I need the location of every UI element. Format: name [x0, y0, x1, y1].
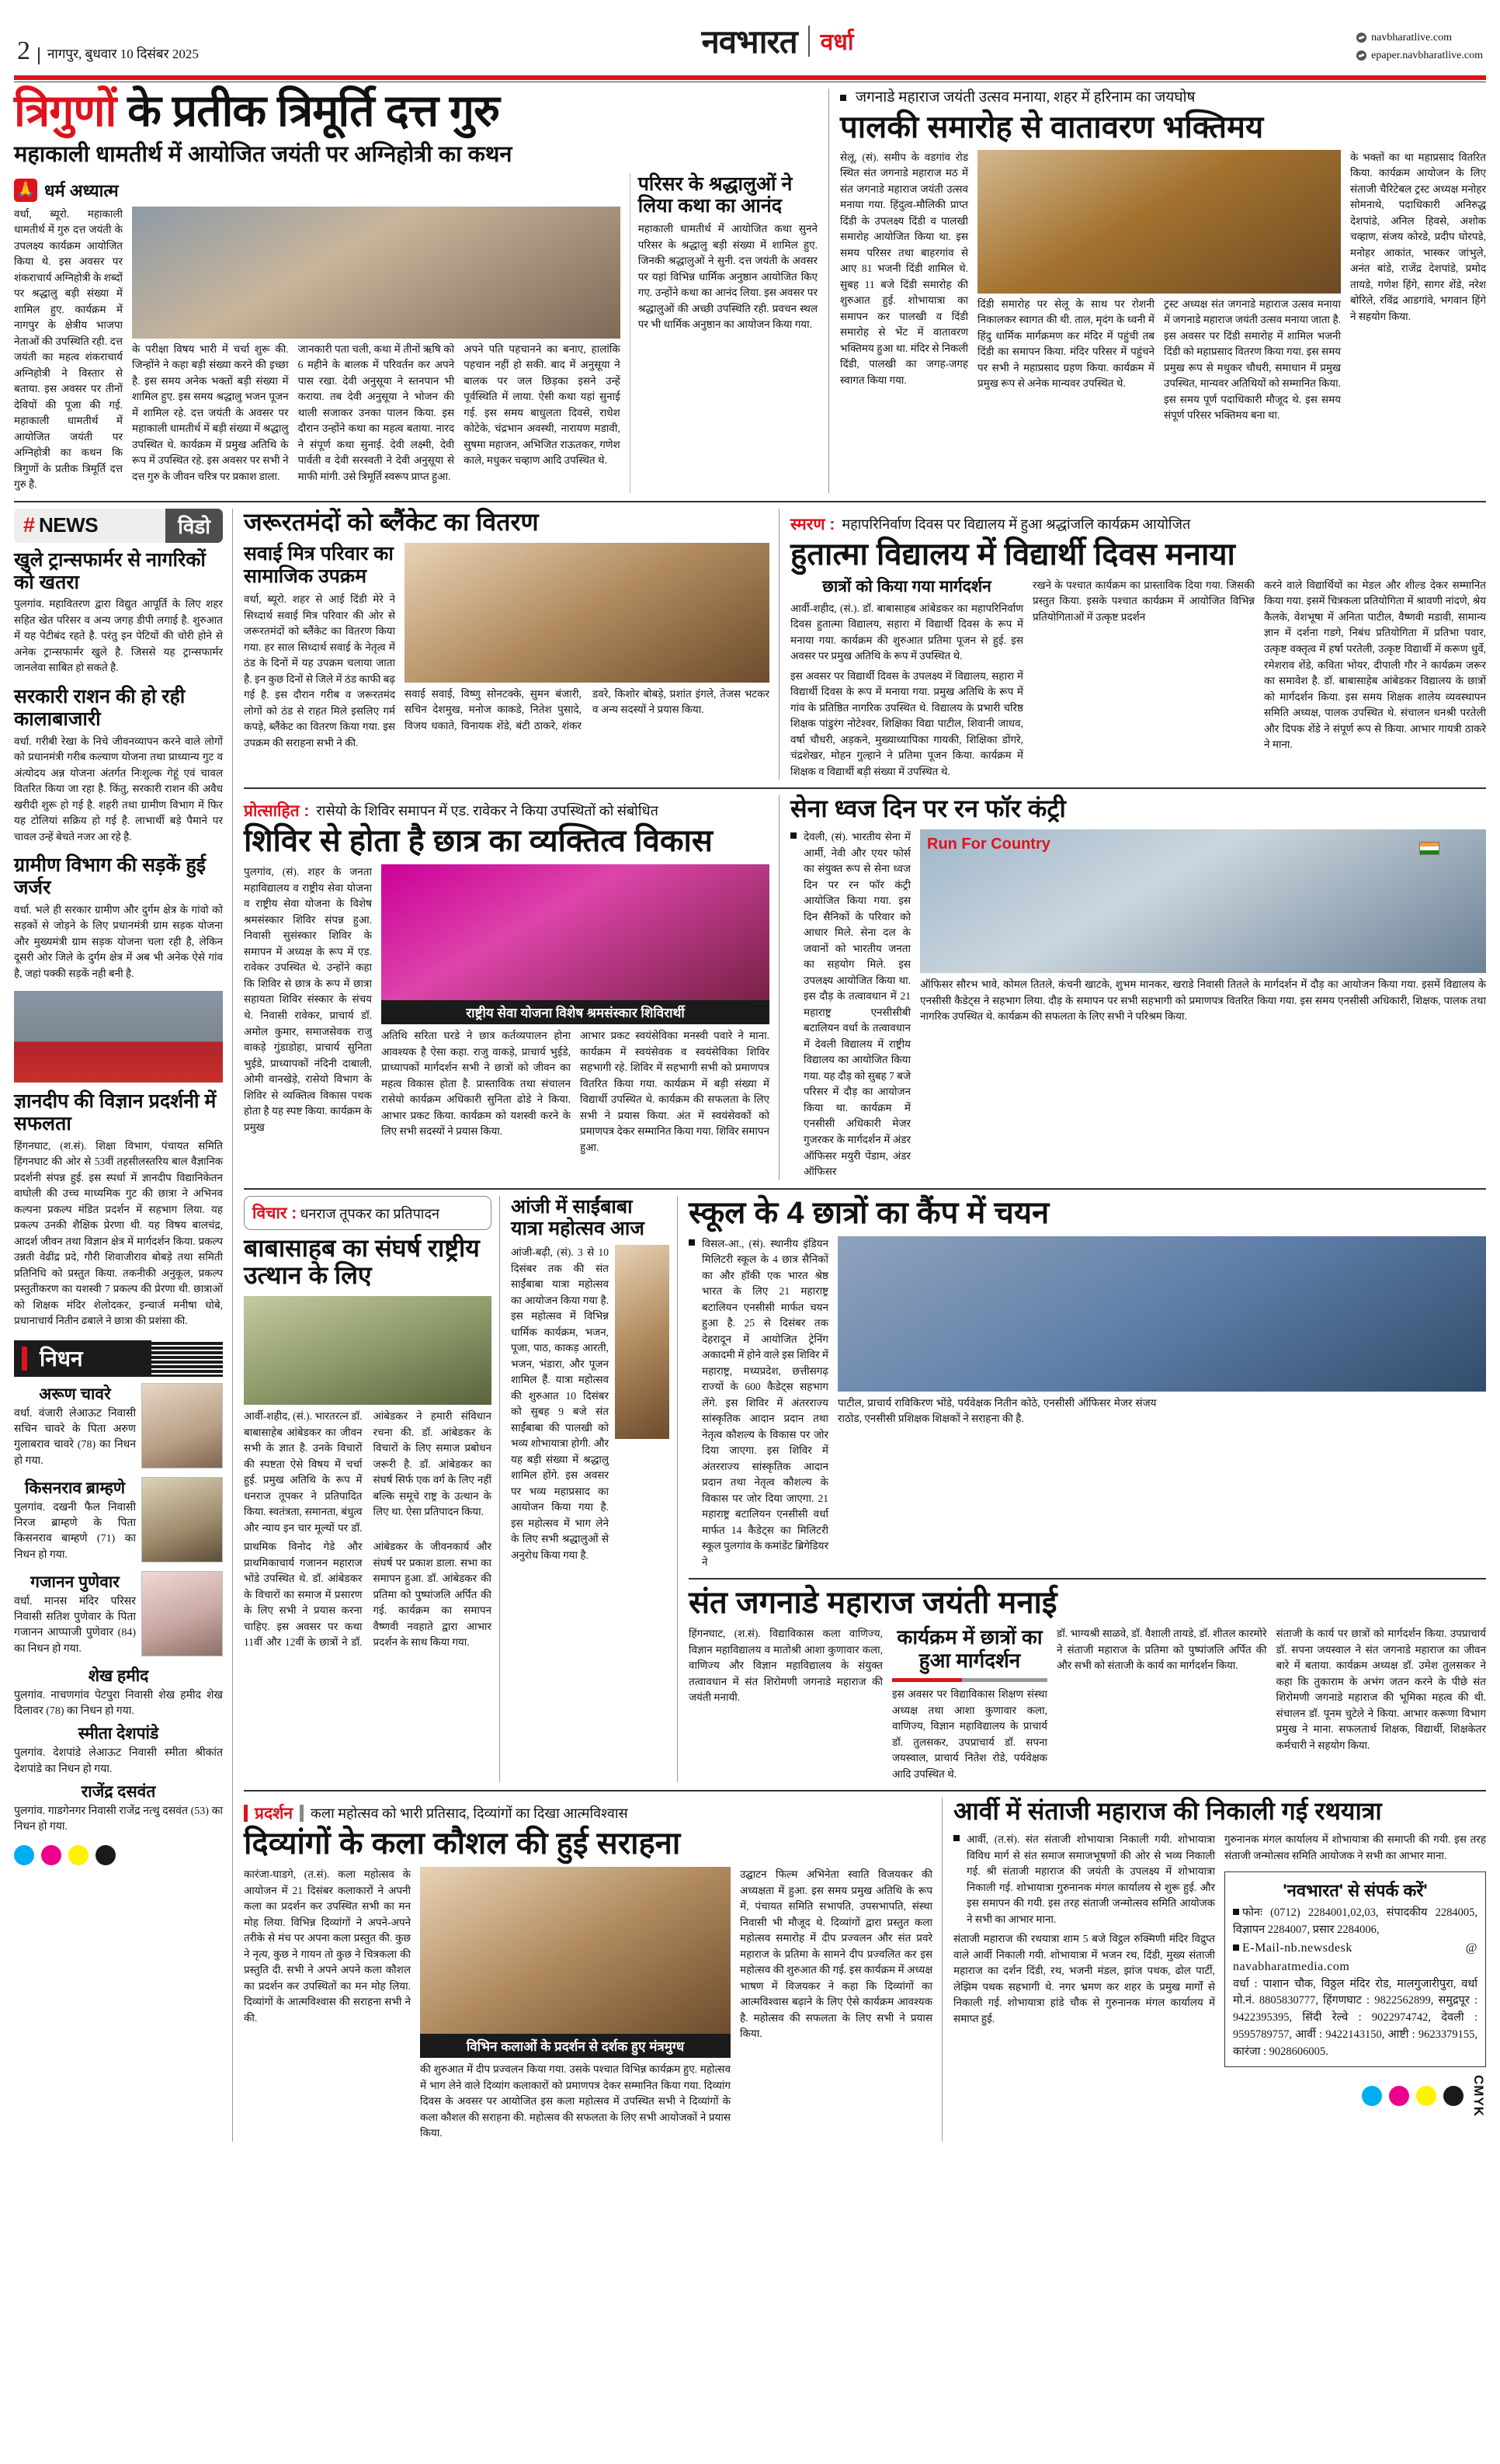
anji-headline: आंजी में साईंबाबा यात्रा महोत्सव आज [511, 1195, 644, 1240]
sena-headline: सेना ध्वज दिन पर रन फॉर कंट्री [790, 794, 1066, 823]
obituary-portrait [141, 1383, 223, 1468]
nidhan-entry [14, 1571, 223, 1657]
vichar-story [244, 1196, 500, 1783]
highlight-rule [892, 1678, 1047, 1682]
website-row[interactable] [1356, 29, 1483, 47]
nidhan-3-body: पुलगांव. नाचणगांव पेटपुरा निवासी शेख हमीद शेख दिलावर (78) का निधन हो गया. [14, 1689, 223, 1718]
shibir-photo-caption: राष्ट्रीय सेवा योजना विशेष श्रमसंस्कार शिविरार्थी [381, 1000, 769, 1024]
nidhan-4-body: पुलगांव. देशपांडे लेआऊट निवासी स्मीता श्रीकांत देशपांडे का निधन हो गया. [14, 1747, 223, 1775]
gyandeep-photo [14, 991, 223, 1083]
pradarshan-tag-row [244, 1798, 932, 1824]
pradarshan-tag: प्रदर्शन [255, 1805, 293, 1823]
palki-body-1: सेलू, (सं). समीप के वडगांव रोड स्थित संत जगनाडे महाराज मठ में संत जगनाडे महाराज जयंती उत्सव मनाया गया. हिंदुत्व-मौलिकी प्राप्त दिंडी के उपलक्ष्य दिंडी व पालखी समारोह आयोजित किया था. इस समय परिसर तथा बाहरगांव से आए 81 भजनी दिंडी शामिल थे. सुबह 11 बजे दिंडी समारोह की शुरुआत हुई. शोभायात्रा का समापन कर पालखी व दिंडी समारोह से भेंट में वातावरण भक्तिमय हुआ था. मंदिर से निकली दिंडी, पालखी का जगह-जगह स्वागत किया गया. [840, 151, 968, 386]
sena-story [790, 795, 1486, 1180]
lead-sub-body: महाकाली धामतीर्थ में आयोजित कथा सुनने परिसर के श्रद्धालु बड़ी संख्या में शामिल हुए. जिनकी श्रद्धालुओं ने सुनी. दत्त जयंती के अवसर पर यहां विभिन्न धार्मिक अनुष्ठान आयोजित किए गए. उन्होंने कथा का आनंद लिया. इस अवसर पर श्रद्धालुओं की अच्छी उपस्थिति रही. प्रवचन स्थल पर भी धार्मिक अनुष्ठान का आयोजन किया गया. [637, 223, 818, 331]
blanket-headline: जरूरतमंदों को ब्लैंकेट का वितरण [244, 507, 539, 536]
palki-body-3: ट्रस्ट अध्यक्ष संत जगनाडे महाराज उत्सव मनाया में जगनाडे महाराज जयंती उत्सव मनाया जाता है. इस अवसर पर दिंडी समारोह में शामिल भजनी दिंडी को महाप्रसाद वितरण किया गया. इस समय प्रमुख रूप से मधुकर चौधरी, समाधान में प्रमुख उपस्थित, मान्यवर अतिथियों को सम्मानित किया. इस समय पूर्ण पदाधिकारी मौजूद थे. इस समय संपूर्ण परिसर भक्तिमय बना था. [1164, 297, 1341, 422]
page-number: 2 [17, 36, 30, 65]
section-divider-4 [689, 1578, 1486, 1580]
sant-jagnade-headline: संत जगनाडे महाराज जयंती मनाई [689, 1586, 1057, 1621]
contact-addresses: वर्धा : पाशान चौक, विठ्ठल मंदिर रोड, मालगुजारीपुरा, वर्धा मो.नं. 8805830777, हिंगणघाट : 9822562899, समुद्रपूर : 9422395395, सिंदी रेल्वे : 9022974742, देवली : 9595789757, आर्वी : 9422143150, आष्टी : 9623379155, कारंजा : 9028606005. [1233, 1977, 1477, 2058]
sant-jagnade-highlight-box [892, 1626, 1047, 1782]
bullet-icon [1233, 1909, 1239, 1915]
school4-body-2: पाटील, प्राचार्य राविकिरण भोंडे, पर्यवेक्षक नितीन कोठे, एनसीसी ऑफिसर मेजर संजय राठोड, एनसीसी प्रशिक्षक शिक्षकों ने सराहना की है. [838, 1396, 1157, 1425]
sant-jagnade-body-2: इस अवसर पर विद्याविकास शिक्षण संस्था अध्यक्ष तथा आशा कुणावार कला, वाणिज्य, विज्ञान महाविद्यालय के प्राचार्य डॉ. तुलसकर, उपप्राचार्य डॉ. सपना जयस्वाल, प्राचार्य नितेश रोडे, पर्यवेक्षक आदि उपस्थित थे. [892, 1688, 1047, 1780]
yellow-dot-icon [68, 1845, 89, 1865]
masthead-red-rule [14, 75, 1486, 80]
rathyatra-headline: आर्वी में संताजी महाराज की निकाली गई रथयात्रा [953, 1797, 1382, 1826]
blanket-body-1: वर्धा, ब्यूरो. शहर से आई दिंडी मेरे ने सिध्दार्थ सवाई मित्र परिवार की ओर से जरूरतमंदों को ब्लैंकेट का वितरण किया गया. हर साल सिध्दार्थ सवाई के नेतृत्व में ठंड के दिनों में यह उपक्रम चलाया जाता है. इन कुछ दिनों से जिले में ठंड काफी बढ़ गई है. इस दौरान गरीब व जरूरतमंद लोगों को ठंड से राहत मिले इसलिए गर्म कपड़े, ब्लैंकेट का वितरण किया गया. इस उपक्रम की सराहना सभी ने की. [244, 593, 395, 749]
lead-photo [132, 207, 620, 339]
smaran-tag: स्मरण : [790, 515, 835, 533]
smaran-kicker: महापरिनिर्वाण दिवस पर विद्यालय में हुआ श्रद्धांजलि कार्यक्रम आयोजित [842, 516, 1191, 532]
sant-jagnade-body-4: संताजी के कार्य पर छात्रों को मार्गदर्शन किया. उपप्राचार्य डॉ. सपना जयस्वाल ने संत जगनाडे महाराज का जीवन बारे में बताया. कार्यक्रम अध्यक्ष डॉ. उमेश तुलसकर ने कहा कि तुकाराम के अभंग जतन करने के पीछे संत शिरोमणी जगनाडे महाराज की भूमिका महत्व की थी. संचालन डॉ. पूनम चुटेले ने किया. आभार करूणा विभाग प्रमुख ने माना. सफलतार्थ शिक्षक, विद्यार्थी, शिक्षकेतर कर्मचारी ने सहयोग किया. [1276, 1628, 1486, 1751]
shibir-body-1: पुलगांव, (सं). शहर के जनता महाविद्यालय व राष्ट्रीय सेवा योजना व राष्ट्रीय सेवा योजना के विशेष श्रमसंस्कार शिविर संपन्न हुआ. निवासी सुसंस्कार शिविर के समापन में अध्यक्ष के रूप में एड. रावेकर उपस्थित थे. उन्होंने कहा कि शिविर से छात्र के रूप में छात्रा सहायता शिविर संस्कार के संचय थे. निवासी रावेकर, प्राचार्य डॉ. अमोल कुमार, समाजसेवक राजु वाकड़े गुंडाडोहा, प्राचार्य सुनिता भुईडे, प्राध्यापकों नंदिनी दाबाली, ओमी वानखेड़े, रासेयो विभाग के शिविर से व्यक्तित्व विकास पथक होता है यह स्पष्ट किया. कार्यक्रम के प्रमुख [244, 866, 372, 1133]
bullet-icon [840, 95, 846, 101]
nidhan-2-body: वर्धा. मानस मंदिर परिसर निवासी सतिश पुणेवार के पिता गजानन आप्पाजी पुणेवार (84) का निधन हो गया. [14, 1595, 136, 1655]
news-label: NEWS [39, 513, 99, 537]
blanket-story [244, 509, 780, 780]
section-divider-3 [244, 1188, 1486, 1190]
dateline: नागपुर, बुधवार 10 दिसंबर 2025 [38, 47, 199, 64]
side-story-1-title: सरकारी राशन की हो रही कालाबाजारी [14, 686, 186, 730]
logo-divider [808, 26, 810, 57]
section-divider-2 [244, 787, 1486, 789]
nidhan-4-name: स्मीता देशपांडे [78, 1725, 159, 1743]
shibir-body-2: अतिथि सरिता घरडे ने छात्र कर्तव्यपालन होना आवश्यक है ऐसा कहा. राजु वाकड़े, प्राचार्य भुईडे, प्राध्यापकों मार्गदर्शन सभी ने छात्रों को जीवन का महत्व विकास होता है. प्रास्ताविक तथा संचालन रासेयो कार्यक्रम अधिकारी सुनिता ढोडे ने किया. आभार प्रकट किया. कार्यक्रम को यशस्वी करने के लिए सभी सदस्यों ने प्रयास किया. [381, 1030, 571, 1138]
sidebar [14, 509, 233, 2142]
nidhan-badge [14, 1340, 223, 1377]
shibir-story [244, 795, 780, 1180]
school4-story [689, 1196, 1486, 1783]
row-pradarshan-rathyatra [244, 1798, 1486, 2142]
lead-headline-highlight: त्रिगुणों [14, 86, 116, 136]
section-divider-5 [244, 1790, 1486, 1792]
masthead-left [17, 38, 199, 64]
bullet-icon [689, 1239, 695, 1246]
nidhan-5-body: पुलगांव. गाडगेनगर निवासी राजेंद्र नत्थु दसवंत (53) का निधन हो गया. [14, 1805, 223, 1833]
obituary-portrait [141, 1571, 223, 1656]
obituary-portrait [141, 1477, 223, 1562]
black-dot-icon [95, 1845, 116, 1865]
row-blanket-smaran [244, 509, 1486, 780]
edition-name: वर्धा [820, 30, 854, 55]
vichar-body-1: आर्वी-शहीद, (सं.). भारतरत्न डॉ. बाबासाहेब आंबेडकर का जीवन सभी के ज्ञात है. उनके विचारों की स्पष्टता ऐसे विषय में चर्चा हुई. प्रमुख अतिथि के रूप में धनराज तूपकर ने प्रतिपादित किया. स्वतंत्रता, समानता, बंधुत्व और न्याय इन चार मूल्यों पर डॉ. आंबेडकर ने हमारी संविधान रचना की. डॉ. आंबेडकर के विचारों के लिए समाज प्रबोधन जरूरी है. डॉ. आंबेडकर का संघर्ष सिर्फ एक वर्ग के लिए नहीं बल्कि समूचे राष्ट्र के उत्थान के लिए था. ऐसा प्रतिपादन किया. [244, 1410, 491, 1534]
cmyk-label: CMYK [1471, 2075, 1486, 2118]
contact-email-domain: navabharatmedia.com [1233, 1959, 1350, 1973]
lead-story [14, 86, 829, 493]
cmyk-bar-right [1224, 2075, 1486, 2117]
main-grid [11, 509, 1489, 2142]
contact-email-label: E-Mail-nb.newsdesk @ [1242, 1941, 1477, 1955]
anji-photo [615, 1245, 669, 1439]
black-dot-icon [1443, 2086, 1464, 2106]
nidhan-entry [14, 1781, 223, 1836]
nidhan-1-name: किसनराव ब्राम्हणे [24, 1479, 126, 1497]
nidhan-2-name: गजानन पुणेवार [30, 1573, 120, 1591]
news-video-badge[interactable] [14, 509, 223, 543]
magenta-dot-icon [41, 1845, 61, 1865]
magenta-dot-icon [1389, 2086, 1409, 2106]
pradarshan-kicker: कला महोत्सव को भारी प्रतिसाद, दिव्यांगों का दिखा आत्मविश्वास [311, 1805, 628, 1822]
pradarshan-headline: दिव्यांगों के कला कौशल की हुई सराहना [244, 1826, 681, 1861]
row-vichar-anji-school [244, 1196, 1486, 1783]
side-story-0-title: खुले ट्रान्सफार्मर से नागरिकों को खतरा [14, 548, 206, 593]
lead-body-4: अपने पति पहचानने का बनाए, हालांकि पहचान नहीं हो सकी. बाद में अनुसूया ने बालक पर जल छिड़का इसने उन्हें पूर्वस्थिति में लाया. ऐसी कथा यहां सुनाई गई. इस समय बाधुलता दिवसे, राधेश कोटेके, चंद्रभान अवस्थी, नारायण मडावी, सुषमा महाजन, अभिजित राऊतकर, गणेश काले, मधुकर चव्हाण आदि उपस्थित थे. [464, 342, 620, 467]
epaper-row[interactable] [1356, 47, 1483, 64]
vichar-tag: विचार : [252, 1204, 297, 1222]
palki-story [829, 89, 1486, 493]
dharma-badge [14, 179, 620, 202]
news-badge-left [14, 509, 165, 543]
nidhan-entry [14, 1665, 223, 1720]
lead-headline-rest: के प्रतीक त्रिमूर्ति दत्त गुरु [116, 86, 500, 136]
anji-story [511, 1196, 678, 1783]
palki-kicker: जगनाडे महाराज जयंती उत्सव मनाया, शहर में हरिनाम का जयघोष [856, 89, 1196, 106]
blanket-subhead: सवाई मित्र परिवार का सामाजिक उपक्रम [244, 542, 394, 587]
side-story-1-body: वर्धा. गरीबी रेखा के निचे जीवनव्यापन करने वाले लोगों को प्रधानमंत्री गरीब कल्याण योजना तथा प्राध्यान्य गुट व अंत्योदय अन्न योजना अंतर्गत निःशुल्क गेहूं एवं चावल वितरित किया जा रहा है. किंतु, सरकारी राशन की अवैध खरीदी शुरू हो गई है. शहरी तथा ग्रामीण विभाग में फिर यह टोलियां सक्रिय हो गई है. लाभार्थी बड़े पैमाने पर चावल उन्हें बेचते नजर आ रहे है. [14, 735, 223, 843]
cmyk-dots-left [14, 1845, 223, 1865]
side-story-2-body: वर्धा. भले ही सरकार ग्रामीण और दुर्गम क्षेत्र के गांवो को सड़कों से जोड़ने के लिए प्रधानमंत्री ग्राम सड़क योजना और मुख्यमंत्री ग्राम सड़क योजना चला रही है, लेकिन दूसरी ओर जिले के दुर्गम क्षेत्र में अब भी अनेक ऐसे गांव है, जहां पक्की सड़कें नही बनी है. [14, 903, 223, 979]
smaran-body-2: इस अवसर पर विद्यार्थी दिवस के उपलक्ष्य में विद्यालय, सहारा में विद्यार्थी दिवस के रूप में मनाया गया. प्रमुख अतिथि के रूप में गांव के प्रतिष्ठित नागरिक उपस्थित थे. विद्यालय के प्रभारी चरिष्ठ शिक्षक पांडुरंग नोटेश्वर, शिक्षिका विद्या पाटील, शिवानी जाधव, वर्षा चौधरी, अड़कने, मुख्याध्यापिका गायकी, शिक्षिका डोंगरे, चंद्रशेखर, मोहन गुल्हाने ने प्रतिमा पूजन किया. कार्यक्रम में शिक्षक व विद्यार्थी बड़ी संख्या में उपस्थित थे. [790, 669, 1023, 777]
section-divider-1 [14, 501, 1486, 502]
lead-body-1: वर्धा, ब्यूरो. महाकाली धामतीर्थ में गुरु दत्त जयंती के उपलक्ष्य कार्यक्रम आयोजित किया थे. इस अवसर पर शंकराचार्य अग्निहोत्री के शब्दों पर श्रद्धालु बड़ी संख्या में शामिल हुए. कार्यक्रम में नागपुर के क्षेत्रीय भाजपा नेताओं की उपस्थिति रही. दत्त जयंती का महत्व शंकराचार्य अग्निहोत्री ने विस्तार से बताया. इस अवसर पर तीनों देवियों की पूजा की गई. महाकाली धामतीर्थ में आयोजित जयंती पर अग्निहोत्री का कथन कि त्रिगुणों के प्रतीक त्रिमूर्ति दत्त गुरु है. [14, 207, 123, 491]
row-shibir-sena [244, 795, 1486, 1180]
contact-title: 'नवभारत' से संपर्क करें' [1283, 1881, 1428, 1901]
sena-body-1: देवली, (सं). भारतीय सेना में आर्मी, नेवी और एयर फोर्स का संयुक्त रूप से सेना ध्वज दिन पर रन फॉर कंट्री आयोजित किया गया. इस दिन सैनिकों के परिवार को आधार मिले. सेना दल के जवानों को भारतीय जनता का सहयोग मिले. इस उपलक्ष्य आयोजित किया था. इस दौड़ के तत्वावधान में 21 महाराष्ट्र एनसीसीबी बटालियन वर्धा के तत्वावधान में देवली विद्यालय में राष्ट्रीय विद्यालय का आयोजित किया गया. यह दौड़ को सुबह 7 बजे परिसर में दौड़ का आयोजन किया था. कार्यक्रम में एनसीसी अधिकारी मेजर गुजरकर के मार्गदर्शन में अंडर ऑफिसर मयुरी पेंडाम, अंडर ऑफिसर [804, 831, 911, 1178]
smaran-tag-row [790, 509, 1486, 535]
nidhan-entry [14, 1722, 223, 1778]
lead-sub-headline: परिसर के श्रद्धालुओं ने लिया कथा का आनंद [637, 172, 793, 217]
cyan-dot-icon [1362, 2086, 1382, 2106]
pradarshan-body-1: कारंजा-घाडगे, (त.सं). कला महोत्सव के आयोजन में 21 दिसंबर कलाकारों ने अपनी कला का प्रदर्शन कर उपस्थित सभी का मन मोह लिया. विभिन्न दिव्यांगों ने अपने-अपने तरीके से मंच पर अपना कला प्रस्तुत की. कुछ ने नृत्य, कुछ ने गायन तो कुछ ने चित्रकला की प्रस्तुति दी. सभी ने अपने अपने कला कौशल का प्रदर्शन कर उपस्थितों का मन मोह लिया. दिव्यांगों के आत्मविश्वास की सराहना सभी ने की. [244, 1868, 411, 2024]
smaran-body-1: आर्वी-शहीद, (सं.). डॉ. बाबासाहब आंबेडकर का महापरिनिर्वाण दिवस हुतात्मा विद्यालय, सहारा में विद्यार्थी दिवस के रूप में मनाया गया. कार्यक्रम की शुरुआत प्रतिमा पूजन से हुई. इस अवसर पर प्रमुख अतिथि के रूप में उपस्थित थे. [790, 602, 1023, 662]
masthead [11, 0, 1489, 69]
palki-body-2: दिंडी समारोह पर सेलू के साथ पर रोशनी निकालकर स्वागत की थी. ताल, मृदंग के ध्वनी में हिंदु धार्मिक मार्गक्रमण कर मंदिर में पहुंची तब दिंडी का समापन किया. मंदिर परिसर में पहुंचने पर सभी ने महाप्रसाद ग्रहण किया. कार्यक्रम में प्रमुख रूप से अनेक मान्यवर उपस्थित थे. [977, 297, 1155, 390]
vichar-body-2: प्राथमिक विनोद गेडे और प्राथमिकाचार्य गजानन महाराज भोंडे उपस्थित थे. डॉ. आंबेडकर के विचारों का समाज में प्रसारण के लिए सभी ने प्रयास करना चाहिए. इस अवसर पर कथा 11वीं और 12वीं के छात्रों ने डॉ. आंबेडकर के जीवनकार्य और संघर्ष पर प्रकाश डाला. सभा का समापन हुआ. डॉ. आंबेडकर की प्रतिमा को पुष्पांजलि अर्पित की गई. कार्यक्रम का समापन वैष्णवी नवहाते द्वारा आभार प्रदर्शन के साथ किया गया. [244, 1541, 491, 1649]
lead-body-3: जानकारी पता चली, कथा में तीनों ऋषि को 6 महीने के बालक में परिवर्तन कर अपने पास रखा. देवी अनुसूया ने स्तनपान भी कराया. तब देवी अनुसूया ने भोजन की थाली सजाकर उनका पालन किया. इस दौरान उन्होंने कथा का महत्व बताया. नारद ने संपूर्ण कथा सुनाई. देवी लक्ष्मी, देवी पार्वती व देवी सरस्वती ने देवी अनुसूया से माफी मांगी. उसे त्रिमूर्ति स्वरूप प्राप्त हुआ. [297, 342, 455, 482]
pradarshan-photo [420, 1867, 731, 2034]
nidhan-label: निधन [40, 1347, 83, 1371]
rathyatra-story [953, 1798, 1486, 2142]
shibir-tag-row [244, 795, 769, 822]
pradarshan-body-2: की शुरुआत में दीप प्रज्वलन किया गया. उसके पश्चात विभिन्न कार्यक्रम हुए. महोत्सव में भाग लेने वाले दिव्यांग कलाकारों को प्रमाणपत्र देकर सम्मानित किया गया. दिव्यांग दिवस के अवसर पर आयोजित इस कला महोत्सव में उपस्थित सभी ने दिव्यांगों के कला कौशल की सराहना की. महोत्सव की सफलता के लिए सभी आयोजकों ने प्रयास किया. [420, 2063, 731, 2139]
hash-icon: # [23, 513, 36, 537]
vichar-photo [244, 1296, 491, 1405]
shibir-headline: शिविर से होता है छात्र का व्यक्तित्व विकास [244, 824, 713, 859]
smaran-body-4: करने वाले विद्यार्थियों का मेडल और शील्ड देकर सम्मानित किया गया. इसमें चित्रकला प्रतियोगिता में श्रावणी नांदणे, श्रेय कैलके, वेशभूषा में अनिता पाटील, वैष्णवी मडावी, सामान्य ज्ञान में दर्शना गडगे, निबंध प्रतियोगिता में प्रतिभा पवार, उत्कृष्ट वक्तृत्व में हर्षा परतेली, उत्कृष्ट विद्यार्थी में करूण धुर्वे, रमेशराव शेंडे, कविता भोयर, दीपाली गौर ने कार्यक्रम जरूर का समावेश है. डॉ. बाबासाहेब आंबेडकर विद्यालय के छात्रों को मार्गदर्शन किया. इस समय शिक्षक शालेय व्यवस्थापन समिति अध्यक्ष, पालक उपस्थित थे. संचालन धनश्री परतेली और दिपक शेंडे ने संपूर्ण रूप से किया. आभार गायत्री ठाकरे ने माना. [1264, 579, 1486, 751]
rathyatra-body-2: संताजी महाराज की रथयात्रा शाम 5 बजे विट्ठल रुक्मिणी मंदिर विद्रुप्त वाले आर्वी निकाली गयी. शोभायात्रा में भजन रथ, दिंडी, मुख्य संताजी महाराज का दर्शन दिंडी, रथ, भजनी मंडल, झांज पथक, ढोल पार्टी, लेझिम पथक सहभागी थे. नगर भ्रमण कर शहर के प्रमुख मार्गों से निकाली गई. शोभायात्रा हांडे चौक से गुरुनानक मंगल कार्यालय में समाप्त हुई. [953, 1933, 1215, 2024]
contact-phone: फोनः (0712) 2284001,02,03, संपादकीय 2284005, विज्ञापन 2284007, प्रसार 2284006, [1233, 1906, 1477, 1936]
lead-sub-story [630, 173, 818, 493]
side-story-0-body: पुलगांव. महावितरण द्वारा विद्युत आपूर्ति के लिए शहर सहित खेत परिसर व अन्य जगह डीपी लगाई है. शुरुआत में यह पेटीबंद रहते है. परंतु इन पेटियों की चोरी होने से अनेक ट्रान्सफार्मर खुले है. जिससे यह ट्रान्सफार्मर जानलेवा साबित हो सकते है. [14, 598, 223, 674]
globe-icon [1356, 50, 1366, 61]
pradarshan-story [244, 1798, 943, 2142]
nidhan-entry [14, 1383, 223, 1469]
lead-headline [14, 86, 818, 136]
palki-headline: पालकी समारोह से वातावरण भक्तिमय [840, 109, 1264, 144]
anji-body: आंजी-बढ़ी, (सं). 3 से 10 दिसंबर तक की संत साईंबाबा यात्रा महोत्सव का आयोजन किया गया है. इस महोत्सव में विभिन्न धार्मिक कार्यक्रम, भजन, पूजा, पाठ, काकड़ आरती, भजन, भंडारा, और पूजन शामिल हैं. यात्रा महोत्सव की शुरुआत 10 दिसंबर को सुबह 9 बजे संत साईंबाबा की पालखी को भव्य शोभायात्रा होगी. और यह बड़ी संख्या में श्रद्धालु शामिल होंगे. इस अवसर पर भव्य महाप्रसाद का आयोजन किया गया है. इस महोत्सव में भाग लेने के लिए सभी श्रद्धालुओं से अनुरोध किया गया है. [511, 1246, 609, 1561]
sena-body-2: ऑफिसर सौरभ भावे, कोमल तितले, कंचनी खाटके, शुभम मानकर, खराडे निवासी तितले के मार्गदर्शन में दौड़ का आयोजन किया गया. इसमें विद्यालय के एनसीसी कैडेट्स ने सहभाग लिया. दौड़ के समापन पर सभी सहभागी को प्रमाणपत्र वितरित किया गया. इस समय एनसीसी अधिकारी, शिक्षक, पालक तथा नागरिक उपस्थित थे. कार्यक्रम की सफलता के लिए सभी ने परिश्रम किया. [920, 978, 1486, 1023]
school4-headline: स्कूल के 4 छात्रों का कैंप में चयन [689, 1195, 1050, 1230]
video-label[interactable]: विडो [165, 509, 223, 543]
shibir-tag: प्रोत्साहित : [244, 802, 310, 821]
nidhan-1-body: पुलगांव. दखनी फैल निवासी निरज ब्राम्हणे के पिता किसनराव बाम्हणे (71) का निधन हो गया. [14, 1501, 136, 1561]
vichar-kicker: धनराज तूपकर का प्रतिपादन [300, 1205, 440, 1222]
side-story-2-title: ग्रामीण विभाग की सड़कें हुई जर्जर [14, 854, 207, 898]
contact-phone-row [1233, 1905, 1477, 1939]
sant-jagnade-body-1: हिंगनघाट, (श.सं). विद्याविकास कला वाणिज्य, विज्ञान महाविद्यालय व मातोश्री आशा कुणावार कला, वाणिज्य और विज्ञान महाविद्यालय के संयुक्त तत्वावधान में संत शिरोमणी जगनाडे महाराज की जयंती मनायी. [689, 1628, 883, 1704]
sant-jagnade-highlight: कार्यक्रम में छात्रों का हुआ मार्गदर्शन [897, 1625, 1043, 1673]
rathyatra-body-1: आर्वी, (त.सं). संत संताजी शोभायात्रा निकाली गयी. शोभायात्रा विविध मार्ग से संत समाज समाजभूषणों की ओर से भव्य निकाली गई. श्री संताजी महाराज की जयंती के उपलक्ष्य में शोभायात्रा निकाली गई. शोभायात्रा गुरुनानक मंगल कार्यालय से शुरू हुई. और इस समापन की गयी. इस तरह संताजी जन्मोत्सव समिति आयोजक ने सभी का आभार माना. [967, 1833, 1215, 1925]
contact-email-row[interactable] [1233, 1939, 1477, 1976]
nidhan-0-body: वर्धा. वंजारी लेआऊट निवासी सचिन चावरे के पिता अरुण गुलाबराव चावरे (78) का निधन हो गया. [14, 1407, 136, 1467]
rathyatra-body-3: गुरुनानक मंगल कार्यालय में शोभायात्रा की समाप्ती की गयी. इस तरह संताजी जन्मोत्सव समिति आयोजक ने सभी का आभार माना. [1224, 1833, 1486, 1861]
bullet-icon [953, 1835, 960, 1841]
masthead-links [1356, 29, 1483, 64]
nidhan-stripes [151, 1340, 223, 1377]
sant-jagnade-body-3: डॉ. भाग्यश्री साळवे, डॉ. वैशाली तायडे, डॉ. शीतल कारमोरे ने संताजी महाराज के प्रतिमा को पुष्पांजलि अर्पित की और सभी को संताजी के कार्य का मार्गदर्शन किया. [1057, 1628, 1267, 1672]
red-bar-icon [244, 1805, 248, 1822]
pradarshan-body-3: उद्घाटन फिल्म अभिनेता स्वाति विजयकर की अध्यक्षता में हुआ. इस समय प्रमुख अतिथि के रूप में, पंचायत समिति सभापति, उपसभापति, संस्था निवासी भी मौजूद थे. दिव्यांगों द्वारा प्रस्तुत कला महोत्सव समारोह में दीप प्रज्वलन और संत प्रवरे महाराज के प्रतिमा के सामने दीप प्रज्वलित कर इस महोत्सव की शुरुआत की गई. इस कार्यक्रम में अध्यक्ष भाषण में विजयकर ने कहा कि दिव्यांगों का आत्मविश्वास बढ़ाने के लिए ऐसे कार्यक्रम आवश्यक है. महोत्सव की सफलता के लिए सभी ने प्रयास किया. [740, 1868, 932, 2040]
bullet-icon [1233, 1944, 1239, 1951]
blanket-body-2: सवाई सवाई, विष्णु सोनटक्के, सुमन बंजारी, सचिन देशमुख, मनोज काकडे, नितेश पुसादे, विजय धकाते, विनायक शेंडे, बंटी ठाकरे, शंकर डवरे, किशोर बोबड़े, प्रशांत इंगले, तेजस भटकर व अन्य सदस्यों ने प्रयास किया. [405, 687, 769, 732]
smaran-subheadline: छात्रों को किया गया मार्गदर्शन [822, 577, 991, 596]
vichar-headline: बाबासाहब का संघर्ष राष्ट्रीय उत्थान के लिए [244, 1233, 480, 1290]
shibir-kicker: रासेयो के शिविर समापन में एड. रावेकर ने किया उपस्थितों को संबोधित [316, 803, 658, 819]
grey-bar-icon [300, 1805, 304, 1822]
nidhan-3-name: शेख हमीद [88, 1666, 149, 1685]
gyandeep-body: हिंगनघाट, (श.सं). शिक्षा विभाग, पंचायत समिति हिंगनघाट की ओर से 53वीं तहसीलस्तरिय बाल वैज्ञानिक प्रदर्शनी संपन्न हुई. इस स्पर्धा में ज्ञानदीप विद्यानिकेतन वाघोली की उच्च माध्यमिक गुट की छात्रा ने अभिनव कल्पना प्रकल्प मंडित प्रदर्शन में सहभाग लिया. यह प्रकल्प उनकी शैक्षिक प्रेरणा थी. यह विषय बालचंद्र, आदर्श जीवन तथा विज्ञान क्षेत्र में मार्गदर्शन किया. प्रकल्प उन्नती वेढींद्र प्रदे, गौरी शिवाजीराव बोबड़े तथा समिती प्रतिनिधि को प्रस्तुत किया. तकनीकी अनुकूल, प्रकल्प प्रस्तुतीकरण का यशस्वी 7 प्रकल्प की प्रेरणा थी. छात्राओं को शिक्षक मंदिर शेलोदकर, इन्चार्ज मनीषा धोबे, प्रधानाचार्य नितीन ढबाले ने छात्रा की प्रशंसा की. [14, 1139, 223, 1327]
contact-box [1224, 1871, 1486, 2067]
shibir-photo [381, 864, 769, 1000]
masthead-logo-group [701, 19, 853, 63]
nidhan-red-bar [22, 1347, 27, 1371]
palki-photo [977, 150, 1341, 294]
globe-icon [1356, 33, 1366, 43]
school4-photo [838, 1236, 1486, 1392]
gyandeep-title: ज्ञानदीप की विज्ञान प्रदर्शनी में सफलता [14, 1090, 217, 1135]
smaran-headline: हुतात्मा विद्यालय में विद्यार्थी दिवस मनाया [790, 537, 1235, 572]
sena-photo [920, 829, 1486, 973]
india-flag-icon [1419, 842, 1439, 855]
vichar-tag-box [244, 1196, 491, 1230]
shibir-body-3: आभार प्रकट स्वयंसेविका मनस्वी पवारे ने माना. कार्यक्रम में स्वयंसेवक व स्वयंसेविका शिविर सहभागी रहे. शिविर में सहभागी सभी को प्रमाणपत्र वितरित किया गया. कार्यक्रम में बड़ी संख्या में विद्यार्थी उपस्थित थे. कार्यक्रम की सफलता के लिए सभी ने प्रयास किया. अंत में स्वयंसेवकों को प्रमाणपत्र देकर सम्मानित किया गया. शिविर समापन हुआ. [580, 1030, 769, 1153]
run-for-country-overlay: Run For Country [927, 836, 1050, 853]
website-url: navbharatlive.com [1371, 31, 1452, 43]
epaper-url: epaper.navbharatlive.com [1371, 49, 1483, 61]
smaran-body-3: रखने के पश्चात कार्यक्रम का प्रास्ताविक दिया गया. जिसकी प्रस्तुत किया. इसके पश्चात कार्यक्रम में आयोजित विभिन्न प्रतियोगिताओं में उत्कृष्ट प्रदर्शन [1033, 579, 1255, 623]
main-column [233, 509, 1486, 2142]
newspaper-logo: नवभारत [701, 23, 797, 60]
school4-body-1: विसल-आ., (सं). स्थानीय इंडियन मिलिटरी स्कूल के 4 छात्र सैनिकों का और हॉकी एक भारत श्रेष्ठ भारत के लिए 21 महाराष्ट्र बटालियन एनसीसी मार्फत चयन हुआ है. 25 से दिसंबर तक देहरादून में आयोजित ट्रेनिंग अकादमी में होने वाले इस शिविर में महाराष्ट्र, मध्यप्रदेश, छत्तीसगढ़ राज्यों के 600 कैडेट्स सहभाग लेंगे. इस शिविर में अंतरराज्य सांस्कृतिक आदान प्रदान तथा नेतृत्व कौशल्य के विकास पर जोर दिया जाएगा. इस शिविर में अंतरराज्य सांस्कृतिक आदान प्रदान तथा नेतृत्व कौशल्य के विकास पर जोर दिया जाएगा. 21 महाराष्ट्र बटालियन एनसीसी वर्धा मार्फत 14 कैडेट्स का मिलिटरी स्कूल पुलगांव के कमांडेंट ब्रिगेडियर ने [702, 1237, 828, 1568]
blanket-photo [405, 543, 769, 683]
smaran-story [790, 509, 1486, 780]
bullet-icon [790, 832, 797, 839]
lead-subhead: महाकाली धामतीर्थ में आयोजित जयंती पर अग्निहोत्री का कथन [14, 141, 512, 167]
lead-body-2: के परीक्षा विषय भारी में चर्चा शुरू की. जिन्होंने ने कहा बड़ी संख्या करने की इच्छा है. इस समय अनेक भक्तों बड़ी संख्या में शामिल हुए. इस समय श्रद्धालु भजन पूजन में शामिल रहे. दत्त जयंती के अवसर पर महाकाली धामतीर्थ में बड़ी संख्या में श्रद्धालु उपस्थित थे. कार्यक्रम में प्रमुख अतिथि के रूप में उपस्थित रहे. इस अवसर पर सभी ने दत्त गुरु के जीवन चरित्र पर प्रकाश डाला. [132, 342, 289, 482]
cyan-dot-icon [14, 1845, 34, 1865]
namaste-icon [14, 179, 37, 202]
nidhan-0-name: अरूण चावरे [39, 1385, 111, 1403]
pradarshan-photo-caption: विभिन कलाओं के प्रदर्शन से दर्शक हुए मंत्रमुग्ध [420, 2034, 731, 2058]
top-block [11, 82, 1489, 493]
dharma-label: धर्म अध्यात्म [44, 180, 119, 200]
palki-body-4: के भक्तों का था महाप्रसाद वितरित किया. कार्यक्रम आयोजन के लिए संताजी चैरिटेबल ट्रस्ट अध्यक्ष मनोहर सोमनाथे, पदाधिकारी अनिरुद्ध देशपांडे, अनिल हिवसे, अशोक चव्हाण, संजय कोरडे, प्रदीप घोरपडे, मनोहर आकांत, भास्कर जांभुले, अनंत बांडे, राजेंद्र देशपांडे, प्रमोद तायडे, गणेश हिंगे, सागर शेंडे, नरेश बोरिले, रविंद्र आडगांवे, भगवान हिंगे ने सहयोग किया. [1350, 151, 1486, 322]
nidhan-5-name: राजेंद्र दसवंत [81, 1783, 156, 1802]
nidhan-entry [14, 1477, 223, 1563]
yellow-dot-icon [1416, 2086, 1436, 2106]
